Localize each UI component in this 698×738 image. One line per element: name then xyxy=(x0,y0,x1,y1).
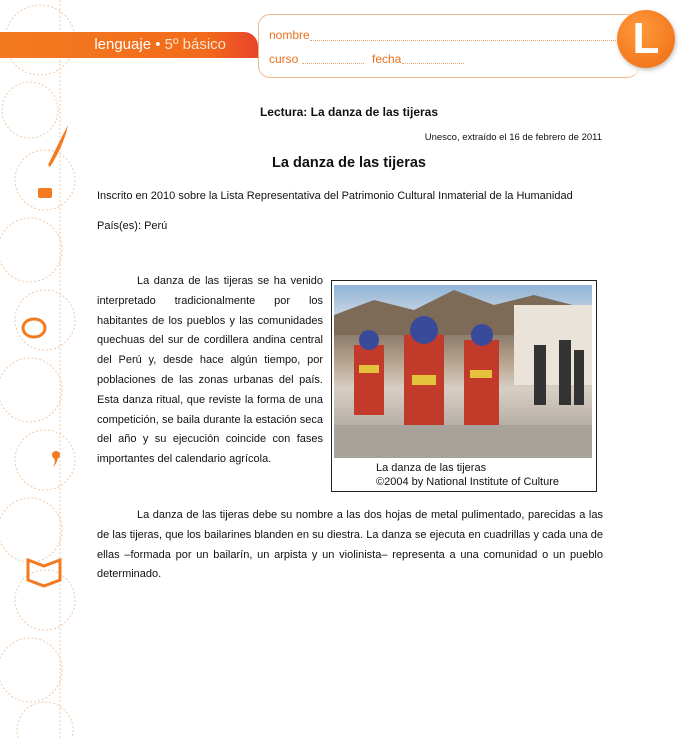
nombre-label: nombre xyxy=(269,28,310,42)
separator: • xyxy=(155,36,161,53)
photo-caption xyxy=(376,461,559,489)
caption-credit: ©2004 by National Institute of Culture xyxy=(376,476,559,488)
paragraph-2: La danza de las tijeras debe su nombre a las dos hojas de metal pulimentado, parecidas a las de las tijeras, que los bailarines blanden en su diestra. La danza se ejecuta en cuadrillas y cada una de ellas –formada por un bailarín, un arpista y un violinista– representa a una comunidad o un pueblo determinado. xyxy=(97,509,603,581)
source-line: Unesco, extraído el 16 de febrero de 2011 xyxy=(424,132,602,143)
curso-label: curso xyxy=(269,52,299,66)
caption-title: La danza de las tijeras xyxy=(376,462,487,474)
curso-field[interactable] xyxy=(302,63,364,64)
speech-bubble-icon xyxy=(23,319,45,337)
subject-banner xyxy=(0,32,258,58)
subject-label: lenguaje xyxy=(94,36,152,53)
grade-label: 5º básico xyxy=(164,36,226,53)
student-info-box xyxy=(258,14,639,78)
inkwell-icon xyxy=(38,188,52,198)
subject-logo: L xyxy=(617,10,675,68)
inscription-note: Inscrito en 2010 sobre la Lista Representativa del Patrimonio Cultural Inmaterial de la Humanidad xyxy=(97,190,573,202)
reading-title: Lectura: La danza de las tijeras xyxy=(259,105,439,119)
country-line: País(es): Perú xyxy=(97,220,168,232)
photo-figure xyxy=(331,280,597,492)
fecha-field[interactable] xyxy=(402,63,464,64)
paragraph-1: La danza de las tijeras se ha venido interpretado tradicionalmente por los habitantes de los pueblos y las comunidades quechuas del sur de cordillera andina central del Perú y, desde hace algún tiempo, por poblaciones de las zonas urbanas del país. Esta danza ritual, que reviste la forma de una competición, se baila durante la estación seca del año y su ejecución coincide con fases importantes del calendario agrícola. xyxy=(97,275,323,466)
dance-photo xyxy=(334,285,592,458)
fecha-label: fecha xyxy=(372,52,402,66)
article-title: La danza de las tijeras xyxy=(272,155,426,171)
nombre-field[interactable] xyxy=(310,40,616,41)
